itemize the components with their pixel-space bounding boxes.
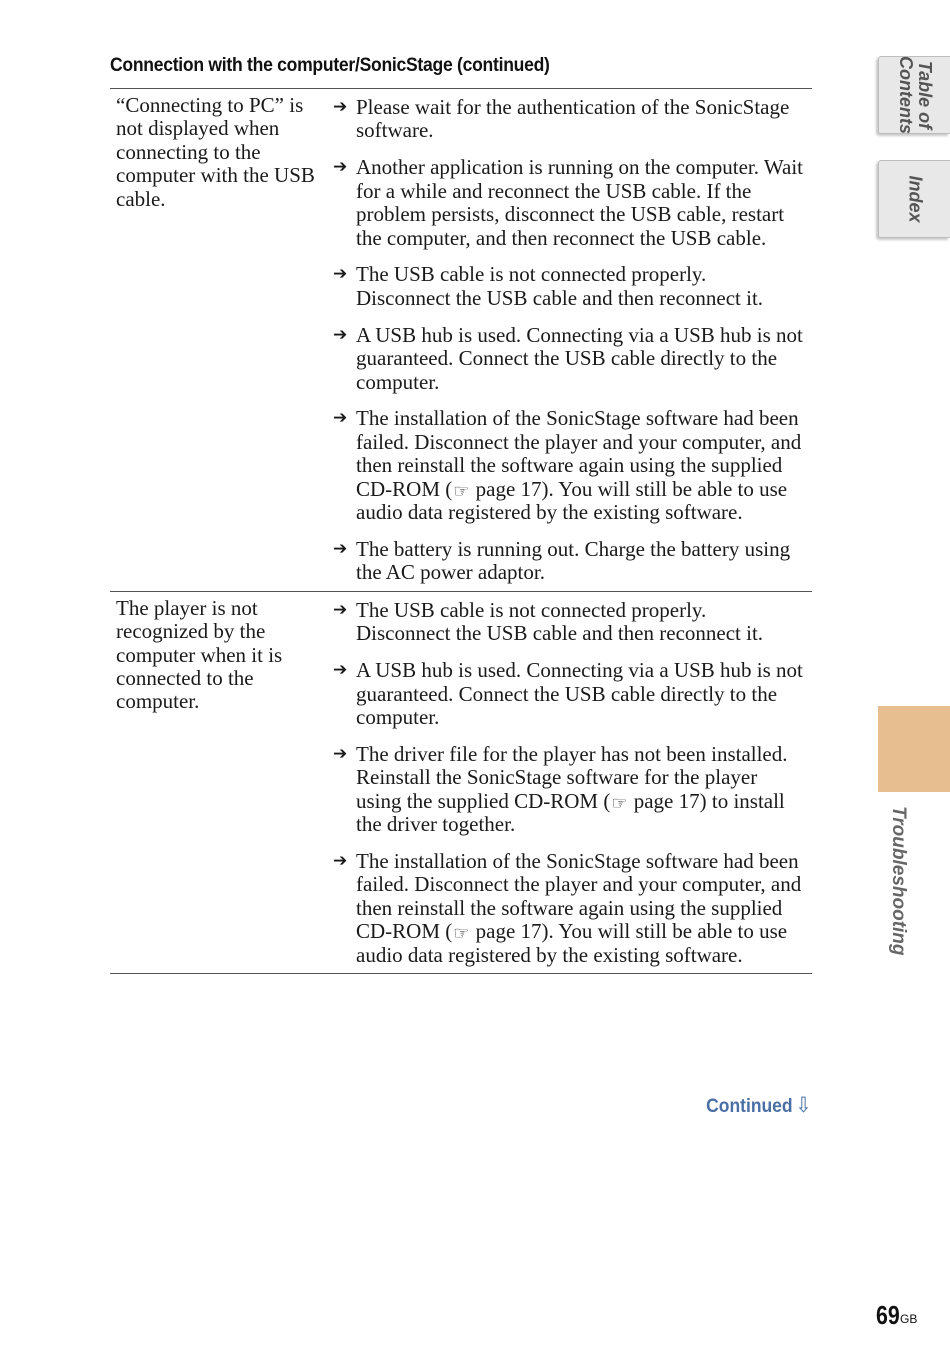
cause-text: A USB hub is used. Connecting via a USB hub is not guaranteed. Connect the USB cable directly to the computer. — [356, 322, 803, 394]
page-reference-icon: ☞ — [453, 923, 470, 945]
page-reference-icon: ☞ — [611, 792, 628, 814]
table-row — [110, 592, 812, 974]
cause-text: The USB cable is not connected properly. Disconnect the USB cable and then reconnect it. — [356, 597, 764, 646]
cause-item — [329, 156, 804, 250]
cause-text: The driver file for the player has not been installed. Reinstall the SonicStage software for the player using the supplied CD-ROM (☞ page 17) to install the driver together. — [356, 741, 788, 837]
cause-item — [329, 538, 804, 585]
page-suffix: GB — [900, 1312, 918, 1326]
table-of-contents-tab-label: Table of Contents — [895, 56, 935, 134]
continued-link[interactable] — [707, 1093, 812, 1118]
arrow-right-icon: ➔ — [333, 850, 348, 871]
page-number: 69 — [876, 1300, 900, 1330]
cause-item — [329, 263, 804, 310]
continued-label: Continued — [706, 1096, 794, 1117]
section-side-label: Troubleshooting — [888, 806, 909, 956]
arrow-right-icon: ➔ — [333, 408, 348, 429]
cause-item — [329, 324, 804, 394]
arrow-right-icon: ➔ — [333, 743, 348, 764]
arrow-right-icon: ➔ — [333, 324, 348, 345]
cause-text: The battery is running out. Charge the battery using the AC power adaptor. — [356, 537, 791, 585]
arrow-right-icon: ➔ — [333, 660, 348, 681]
arrow-down-icon: ⇩ — [795, 1094, 812, 1117]
symptom-cell: “Connecting to PC” is not displayed when connecting to the computer with the USB cable. — [116, 93, 315, 211]
index-tab-label: Index — [905, 175, 925, 223]
cause-text: Please wait for the authentication of the SonicStage software. — [356, 95, 790, 143]
cause-text: The installation of the SonicStage software had been failed. Disconnect the player and your computer, and then reinstall the software again using the supplied CD-ROM (☞ page 17). You will still be able to use audio data registered by the existing software. — [356, 406, 802, 525]
table-of-contents-tab[interactable] — [878, 56, 950, 134]
causes-cell — [329, 592, 812, 973]
active-section-marker — [878, 706, 950, 792]
cause-text: The USB cable is not connected properly. Disconnect the USB cable and then reconnect it. — [356, 262, 764, 310]
cause-text: Another application is running on the computer. Wait for a while and reconnect the USB cable. If the problem persists, disconnect the USB cable, restart the computer, and then reconnect the USB cable. — [356, 155, 803, 250]
cause-text: A USB hub is used. Connecting via a USB hub is not guaranteed. Connect the USB cable directly to the computer. — [356, 658, 803, 729]
arrow-right-icon: ➔ — [333, 264, 348, 285]
page-reference-icon: ☞ — [453, 480, 470, 502]
arrow-right-icon: ➔ — [333, 599, 348, 620]
index-tab[interactable] — [878, 160, 950, 238]
cause-item — [329, 659, 804, 729]
section-title: Connection with the computer/SonicStage (continued) — [110, 54, 550, 76]
troubleshooting-table — [110, 88, 812, 974]
arrow-right-icon: ➔ — [333, 157, 348, 178]
cause-item — [329, 599, 804, 646]
cause-item — [329, 96, 804, 143]
arrow-right-icon: ➔ — [333, 539, 348, 559]
arrow-right-icon: ➔ — [333, 97, 348, 117]
cause-item — [329, 850, 804, 967]
table-row — [110, 89, 812, 592]
causes-cell — [329, 89, 812, 591]
cause-item — [329, 407, 804, 524]
cause-text: The installation of the SonicStage software had been failed. Disconnect the player and your computer, and then reinstall the software again using the supplied CD-ROM (☞ page 17). You will still be able to use audio data registered by the existing software. — [356, 848, 802, 967]
symptom-cell: The player is not recognized by the computer when it is connected to the computer. — [116, 595, 283, 714]
cause-item — [329, 743, 804, 837]
